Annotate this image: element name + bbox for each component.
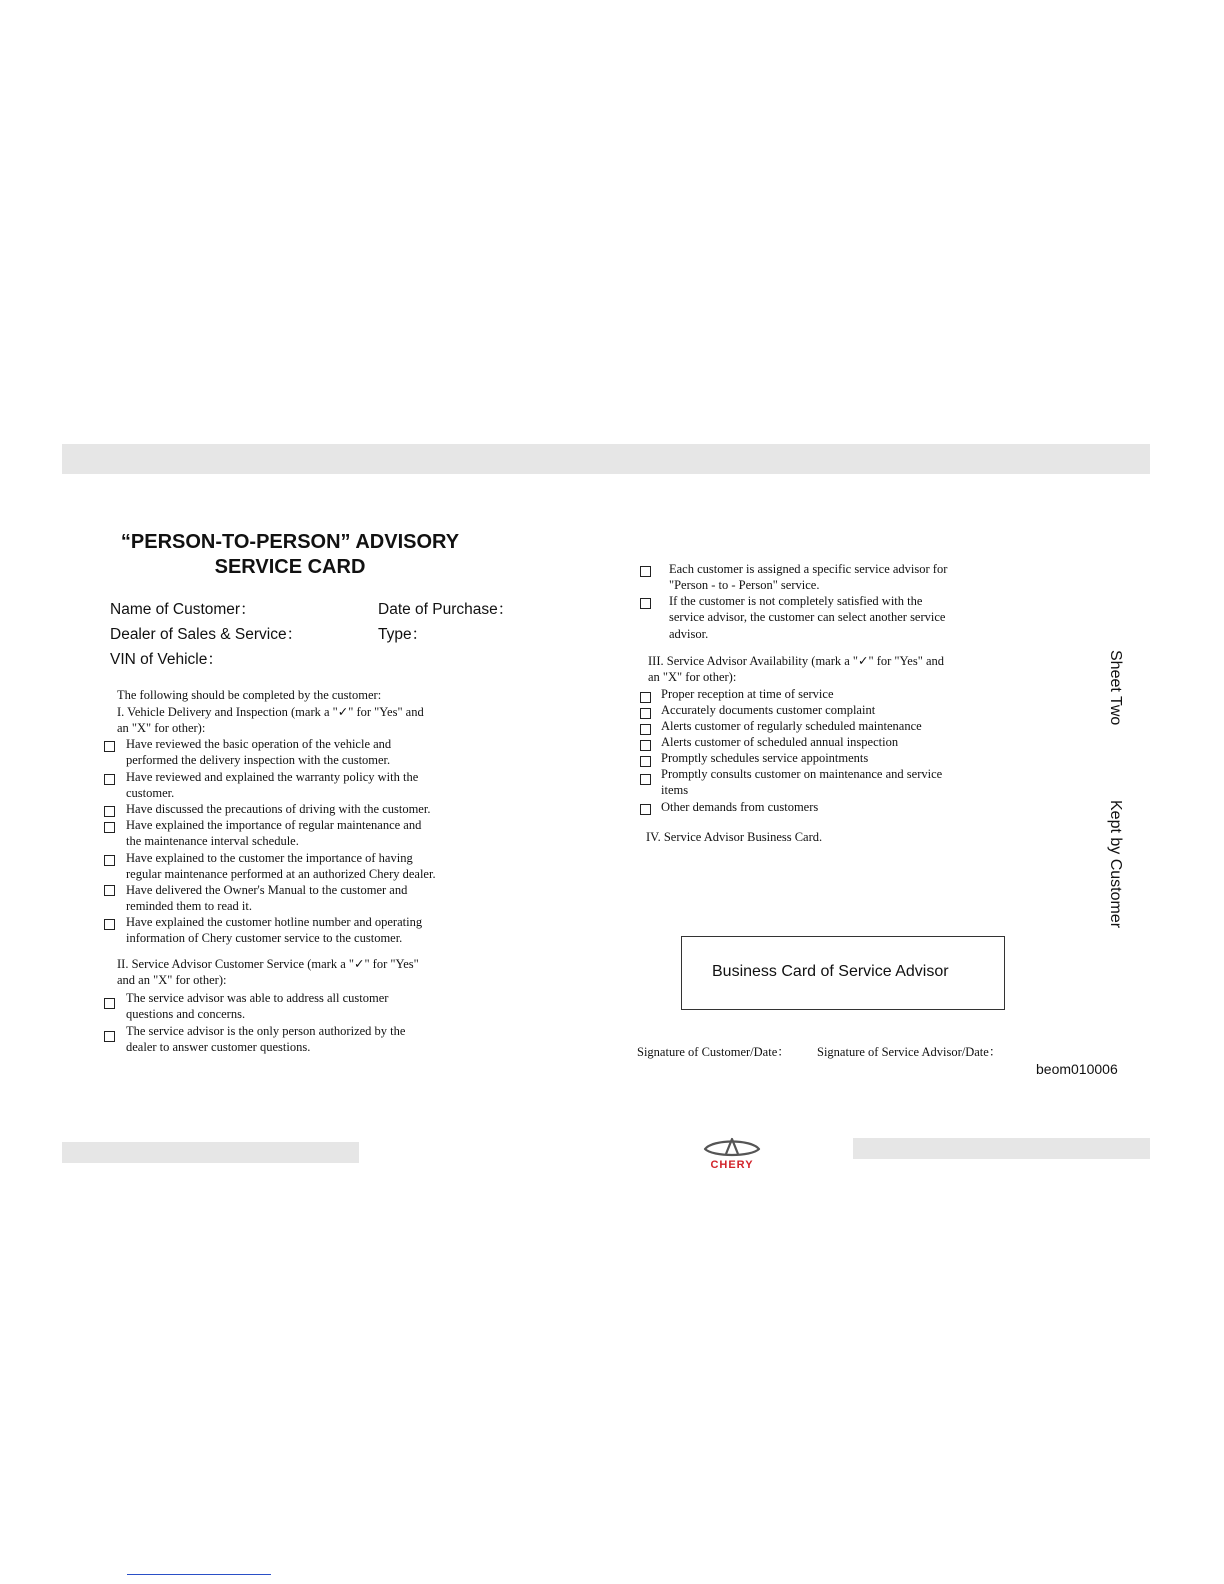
list-item: Alerts customer of regularly scheduled maintenance	[661, 719, 922, 733]
checkbox[interactable]	[640, 740, 651, 751]
checkbox[interactable]	[104, 806, 115, 817]
checkbox[interactable]	[104, 998, 115, 1009]
intro-text: The following should be completed by the customer:	[117, 688, 382, 702]
side-label-sheet: Sheet Two	[1107, 650, 1124, 726]
figure-code: beom010006	[1036, 1061, 1118, 1077]
checkbox[interactable]	[640, 804, 651, 815]
list-item: Have explained the customer hotline number and operating information of Chery customer service to the customer.	[126, 915, 423, 946]
business-card-label: Business Card of Service Advisor	[712, 963, 949, 980]
dealer-label: Dealer of Sales & Service：	[110, 626, 303, 643]
date-of-purchase-label: Date of Purchase：	[378, 601, 514, 618]
type-label: Type：	[378, 626, 428, 643]
vin-label: VIN of Vehicle：	[110, 651, 223, 668]
list-item: Proper reception at time of service	[661, 687, 834, 701]
list-item: Promptly schedules service appointments	[661, 751, 869, 765]
checkbox[interactable]	[640, 692, 651, 703]
list-item: The service advisor was able to address all customer questions and concerns.	[126, 991, 389, 1022]
side-label-kept: Kept by Customer	[1107, 800, 1124, 929]
checkbox[interactable]	[640, 774, 651, 785]
checkbox[interactable]	[640, 598, 651, 609]
section3-heading: III. Service Advisor Availability (mark a "✓" for "Yes" and an "X" for other):	[648, 654, 944, 685]
section1-heading: I. Vehicle Delivery and Inspection (mark a "✓" for "Yes" and an "X" for other):	[117, 705, 424, 736]
checkbox[interactable]	[104, 741, 115, 752]
checkbox[interactable]	[104, 885, 115, 896]
checkbox[interactable]	[104, 822, 115, 833]
business-card-box	[681, 936, 1005, 1010]
checkbox[interactable]	[640, 566, 651, 577]
footer-rule	[127, 1574, 271, 1575]
card-title: “PERSON-TO-PERSON” ADVISORY SERVICE CARD	[120, 531, 460, 578]
signature-advisor-label: Signature of Service Advisor/Date：	[817, 1045, 1002, 1059]
list-item: Each customer is assigned a specific service advisor for "Person - to - Person" service.	[669, 562, 948, 593]
list-item: Have explained the importance of regular maintenance and the maintenance interval schedule.	[126, 818, 422, 849]
checkbox[interactable]	[104, 855, 115, 866]
section2-heading: II. Service Advisor Customer Service (mark a "✓" for "Yes" and an "X" for other):	[117, 957, 419, 988]
checkbox[interactable]	[640, 708, 651, 719]
chery-logo-text: CHERY	[710, 1159, 754, 1171]
checkbox[interactable]	[104, 1031, 115, 1042]
list-item: Have explained to the customer the importance of having regular maintenance performed at an authorized Chery dealer.	[126, 851, 436, 882]
list-item: Have reviewed and explained the warranty policy with the customer.	[126, 770, 419, 801]
section4-heading: IV. Service Advisor Business Card.	[646, 830, 823, 844]
list-item: Promptly consults customer on maintenance and service items	[661, 767, 943, 798]
name-of-customer-label: Name of Customer：	[110, 601, 256, 618]
checkbox[interactable]	[640, 756, 651, 767]
list-item: Other demands from customers	[661, 800, 819, 814]
list-item: Accurately documents customer complaint	[661, 703, 876, 717]
list-item: If the customer is not completely satisfied with the service advisor, the customer can select another service advisor.	[669, 594, 946, 641]
list-item: The service advisor is the only person authorized by the dealer to answer customer questions.	[126, 1024, 406, 1055]
footer-band-left	[62, 1142, 359, 1163]
list-item: Have discussed the precautions of driving with the customer.	[126, 802, 431, 816]
list-item: Have reviewed the basic operation of the vehicle and performed the delivery inspection with the customer.	[126, 737, 392, 768]
checkbox[interactable]	[640, 724, 651, 735]
list-item: Alerts customer of scheduled annual inspection	[661, 735, 899, 749]
chery-logo-icon	[705, 1139, 759, 1155]
checkbox[interactable]	[104, 919, 115, 930]
list-item: Have delivered the Owner's Manual to the customer and reminded them to read it.	[126, 883, 408, 914]
signature-customer-label: Signature of Customer/Date：	[637, 1045, 790, 1059]
header-band	[62, 444, 1150, 474]
checkbox[interactable]	[104, 774, 115, 785]
chery-logo	[697, 1135, 767, 1171]
footer-band-right	[853, 1138, 1150, 1159]
